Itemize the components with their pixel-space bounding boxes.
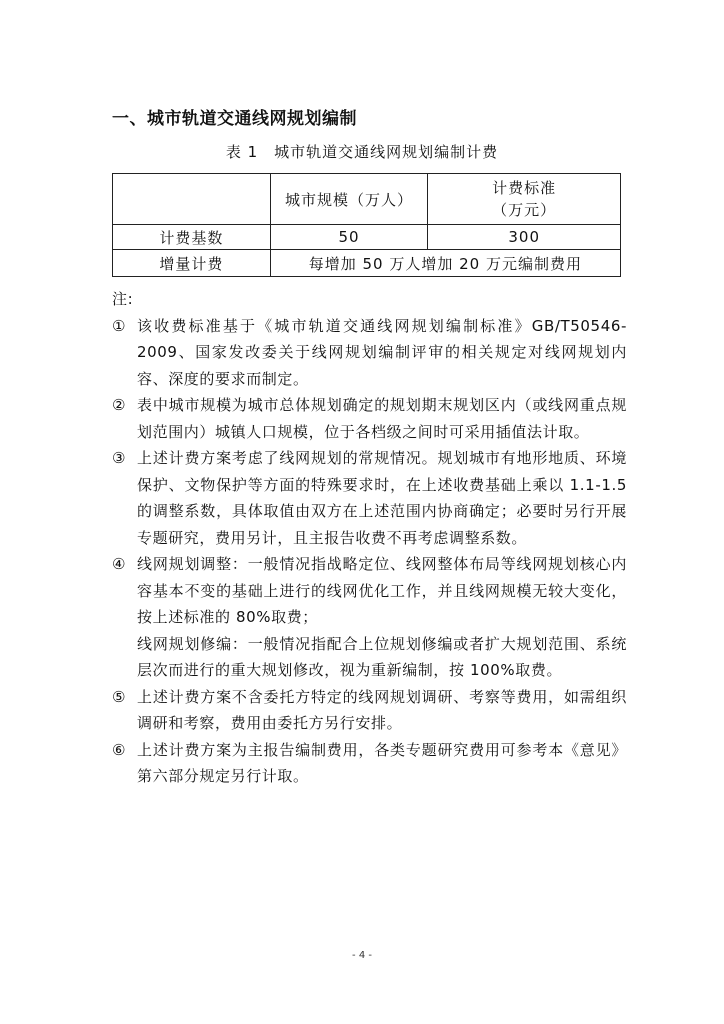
row-base-fee: 300 (428, 225, 621, 250)
note-item (112, 392, 627, 445)
note-number: ① (112, 316, 127, 335)
table-caption: 表 1 城市轨道交通线网规划编制计费 (225, 143, 499, 161)
note-item (112, 551, 627, 684)
note-text: 该收费标准基于《城市轨道交通线网规划编制标准》GB/T50546-2009、国家发改委关于线网规划编制评审的相关规定对线网规划内容、深度的要求而制定。 (137, 316, 627, 388)
row-increment-rule: 每增加 50 万人增加 20 万元编制费用 (270, 250, 620, 277)
header-blank-cell (113, 174, 271, 225)
table-row (113, 250, 621, 277)
header-fee-standard-line2: （万元） (492, 201, 557, 219)
note-number: ④ (112, 555, 127, 573)
note-number: ⑤ (112, 687, 127, 706)
row-label-increment: 增量计费 (113, 250, 271, 277)
note-text: 线网规划修编：一般情况指配合上位规划修编或者扩大规划范围、系统层次而进行的重大规划修改，视为重新编制，按 100%取费。 (137, 634, 627, 679)
row-label-base: 计费基数 (113, 225, 271, 250)
row-base-scale: 50 (270, 225, 428, 250)
note-number: ⑥ (112, 740, 127, 759)
table-row (113, 225, 621, 250)
notes-title: 注: (112, 290, 134, 308)
note-text: 上述计费方案不含委托方特定的线网规划调研、考察等费用，如需组织调研和考察，费用由委托方另行安排。 (137, 687, 627, 732)
note-text: 上述计费方案考虑了线网规划的常规情况。规划城市有地形地质、环境保护、文物保护等方面的特殊要求时，在上述收费基础上乘以 1.1-1.5 的调整系数，具体取值由双方在上述范围内协商确定；必要时另行开展专题研究，费用另计，且主报告收费不再考虑调整系数。 (137, 449, 627, 547)
notes-section (112, 286, 627, 790)
page-number: - 4 - (352, 950, 372, 961)
note-text: 线网规划调整：一般情况指战略定位、线网整体布局等线网规划核心内容基本不变的基础上进行的线网优化工作，并且线网规模无较大变化，按上述标准的 80%取费； (137, 555, 627, 626)
header-fee-standard-line1: 计费标准 (492, 179, 557, 197)
table-header-row (113, 174, 621, 225)
header-city-scale: 城市规模（万人） (270, 174, 428, 225)
note-item (112, 737, 627, 790)
note-text: 表中城市规模为城市总体规划确定的规划期末规划区内（或线网重点规划范围内）城镇人口规模，位于各档级之间时可采用插值法计取。 (137, 396, 627, 441)
note-number: ③ (112, 449, 127, 467)
note-text: 上述计费方案为主报告编制费用，各类专题研究费用可参考本《意见》第六部分规定另行计取。 (137, 740, 627, 785)
fee-table (112, 173, 621, 277)
note-item (112, 684, 627, 737)
note-item (112, 313, 627, 393)
note-number: ② (112, 396, 127, 414)
note-item (112, 445, 627, 551)
section-heading: 一、城市轨道交通线网规划编制 (112, 109, 357, 129)
header-fee-standard (428, 174, 621, 225)
